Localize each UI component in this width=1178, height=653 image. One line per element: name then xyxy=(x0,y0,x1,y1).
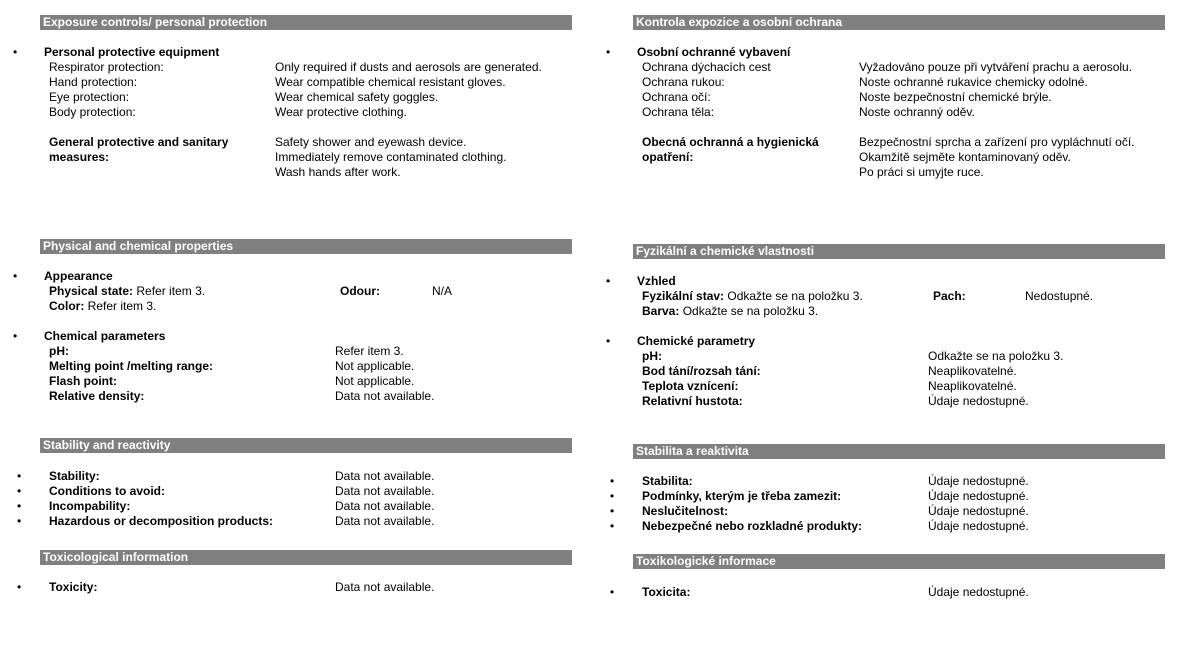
tox-value-en: Data not available. xyxy=(335,580,435,594)
section-header-stability-cz: Stabilita a reaktivita xyxy=(633,444,1165,459)
ppe-label-cz: Ochrana rukou: xyxy=(642,75,725,89)
general-value-en: Wash hands after work. xyxy=(275,165,401,179)
ppe-title-cz: Osobní ochranné vybavení xyxy=(637,45,791,59)
ppe-value-cz: Noste ochranné rukavice chemicky odolné. xyxy=(859,75,1088,89)
bullet: • xyxy=(610,504,615,518)
bullet: • xyxy=(13,269,18,283)
stability-value-en: Data not available. xyxy=(335,469,435,483)
physical-state-label: Physical state: xyxy=(49,284,134,298)
section-header-physical-cz: Fyzikální a chemické vlastnosti xyxy=(633,244,1165,259)
physical-state-value: Odkažte se na položku 3. xyxy=(724,289,863,303)
general-label-cz: Obecná ochranná a hygienická xyxy=(642,135,819,149)
param-label-cz: Teplota vznícení: xyxy=(642,379,739,393)
param-value-en: Not applicable. xyxy=(335,359,415,373)
general-value-en: Safety shower and eyewash device. xyxy=(275,135,467,149)
bullet: • xyxy=(606,334,611,348)
ppe-label-cz: Ochrana těla: xyxy=(642,105,715,119)
color-value: Refer item 3. xyxy=(84,299,157,313)
ppe-value-en: Wear protective clothing. xyxy=(275,105,407,119)
ppe-label-cz: Ochrana dýchacích cest xyxy=(642,60,771,74)
bullet: • xyxy=(17,499,22,513)
bullet: • xyxy=(610,585,615,599)
physical-state-cz xyxy=(642,289,863,304)
color-value: Odkažte se na položku 3. xyxy=(679,304,819,318)
stability-value-en: Data not available. xyxy=(335,514,435,528)
bullet: • xyxy=(17,484,22,498)
ppe-value-cz: Noste bezpečnostní chemické brýle. xyxy=(859,90,1052,104)
bullet: • xyxy=(17,469,22,483)
param-value-cz: Údaje nedostupné. xyxy=(928,394,1029,408)
color-en xyxy=(49,299,156,314)
bullet: • xyxy=(13,329,18,343)
general-label-cz: opatření: xyxy=(642,150,694,164)
param-value-en: Refer item 3. xyxy=(335,344,404,358)
param-label-en: Relative density: xyxy=(49,389,145,403)
param-value-cz: Odkažte se na položku 3. xyxy=(928,349,1064,363)
stability-label-cz: Stabilita: xyxy=(642,474,693,488)
physical-state-value: Refer item 3. xyxy=(133,284,206,298)
bullet: • xyxy=(610,474,615,488)
general-label-en: measures: xyxy=(49,150,110,164)
ppe-label-en: Body protection: xyxy=(49,105,136,119)
color-label: Color: xyxy=(49,299,85,313)
ppe-value-en: Only required if dusts and aerosols are generated. xyxy=(275,60,542,74)
stability-label-cz: Neslučitelnost: xyxy=(642,504,729,518)
stability-label-cz: Nebezpečné nebo rozkladné produkty: xyxy=(642,519,863,533)
odour-label-cz: Pach: xyxy=(933,289,966,303)
ppe-value-cz: Vyžadováno pouze při vytváření prachu a aerosolu. xyxy=(859,60,1133,74)
section-header-exposure-en: Exposure controls/ personal protection xyxy=(40,15,572,30)
ppe-label-cz: Ochrana očí: xyxy=(642,90,711,104)
stability-label-en: Hazardous or decomposition products: xyxy=(49,514,274,528)
color-label: Barva: xyxy=(642,304,680,318)
ppe-value-en: Wear chemical safety goggles. xyxy=(275,90,439,104)
stability-value-cz: Údaje nedostupné. xyxy=(928,489,1029,503)
section-header-tox-en: Toxicological information xyxy=(40,550,572,565)
param-label-cz: pH: xyxy=(642,349,662,363)
ppe-value-en: Wear compatible chemical resistant gloves. xyxy=(275,75,506,89)
tox-label-cz: Toxicita: xyxy=(642,585,691,599)
stability-value-cz: Údaje nedostupné. xyxy=(928,474,1029,488)
param-label-cz: Bod tání/rozsah tání: xyxy=(642,364,761,378)
section-header-tox-cz: Toxikologické informace xyxy=(633,554,1165,569)
general-value-cz: Bezpečnostní sprcha a zařízení pro vypláchnutí očí. xyxy=(859,135,1135,149)
ppe-value-cz: Noste ochranný oděv. xyxy=(859,105,975,119)
bullet: • xyxy=(610,489,615,503)
odour-value-en: N/A xyxy=(432,284,453,298)
odour-label-en: Odour: xyxy=(340,284,380,298)
appearance-title-cz: Vzhled xyxy=(637,274,676,288)
physical-state-label: Fyzikální stav: xyxy=(642,289,725,303)
param-value-en: Data not available. xyxy=(335,389,435,403)
physical-state-en xyxy=(49,284,205,299)
stability-label-en: Stability: xyxy=(49,469,100,483)
bullet: • xyxy=(610,519,615,533)
param-value-en: Not applicable. xyxy=(335,374,415,388)
param-label-en: Flash point: xyxy=(49,374,117,388)
tox-value-cz: Údaje nedostupné. xyxy=(928,585,1029,599)
stability-label-en: Conditions to avoid: xyxy=(49,484,165,498)
section-header-stability-en: Stability and reactivity xyxy=(40,438,572,453)
stability-value-cz: Údaje nedostupné. xyxy=(928,519,1029,533)
ppe-label-en: Respirator protection: xyxy=(49,60,164,74)
general-value-en: Immediately remove contaminated clothing. xyxy=(275,150,507,164)
general-value-cz: Okamžitě sejměte kontaminovaný oděv. xyxy=(859,150,1071,164)
stability-label-cz: Podmínky, kterým je třeba zamezit: xyxy=(642,489,842,503)
stability-label-en: Incompability: xyxy=(49,499,131,513)
param-label-cz: Relativní hustota: xyxy=(642,394,743,408)
param-label-en: pH: xyxy=(49,344,69,358)
stability-value-cz: Údaje nedostupné. xyxy=(928,504,1029,518)
param-label-en: Melting point /melting range: xyxy=(49,359,213,373)
general-value-cz: Po práci si umyjte ruce. xyxy=(859,165,984,179)
color-cz xyxy=(642,304,818,319)
ppe-label-en: Eye protection: xyxy=(49,90,130,104)
bullet: • xyxy=(606,274,611,288)
stability-value-en: Data not available. xyxy=(335,484,435,498)
appearance-title-en: Appearance xyxy=(44,269,113,283)
ppe-title-en: Personal protective equipment xyxy=(44,45,220,59)
odour-value-cz: Nedostupné. xyxy=(1025,289,1094,303)
chem-title-cz: Chemické parametry xyxy=(637,334,756,348)
chem-title-en: Chemical parameters xyxy=(44,329,166,343)
param-value-cz: Neaplikovatelné. xyxy=(928,364,1017,378)
ppe-label-en: Hand protection: xyxy=(49,75,138,89)
section-header-physical-en: Physical and chemical properties xyxy=(40,239,572,254)
param-value-cz: Neaplikovatelné. xyxy=(928,379,1017,393)
bullet: • xyxy=(13,45,18,59)
tox-label-en: Toxicity: xyxy=(49,580,98,594)
bullet: • xyxy=(17,514,22,528)
bullet: • xyxy=(17,580,22,594)
stability-value-en: Data not available. xyxy=(335,499,435,513)
general-label-en: General protective and sanitary xyxy=(49,135,229,149)
bullet: • xyxy=(606,45,611,59)
section-header-exposure-cz: Kontrola expozice a osobní ochrana xyxy=(633,15,1165,30)
